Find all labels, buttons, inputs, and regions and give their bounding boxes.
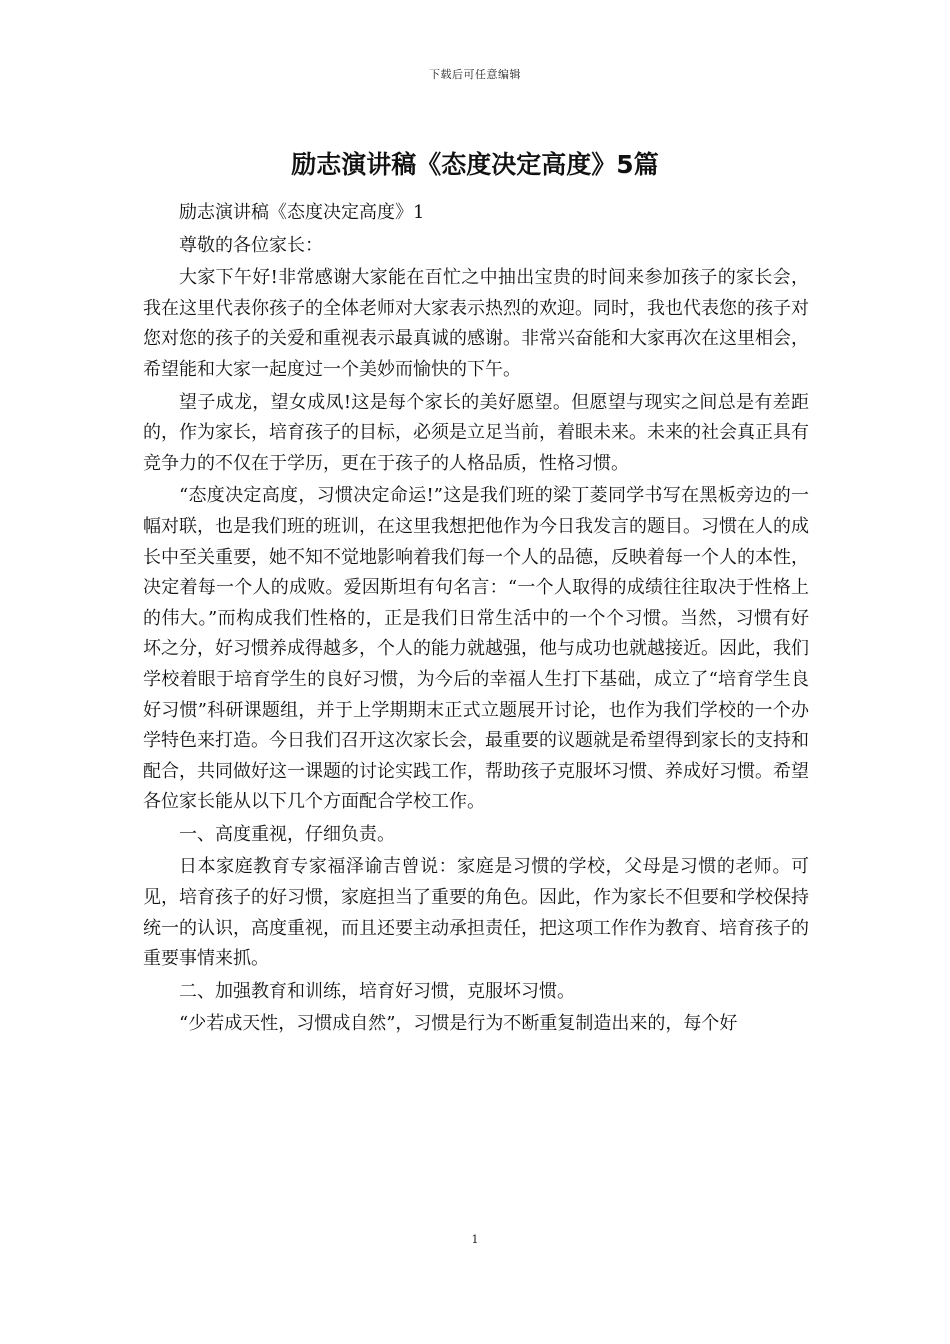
paragraph-subtitle: 励志演讲稿《态度决定高度》1 [179,202,425,223]
document-body [143,198,809,1042]
paragraph: 望子成龙，望女成凤!这是每个家长的美好愿望。但愿望与现实之间总是有差距的，作为家长，培育孩子的目标，必须是立足当前，着眼未来。未来的社会真正具有竞争力的不仅在于学历，更在于孩子的人格品质，性格习惯。 [143,391,809,474]
paragraph: “少若成天性，习惯成自然”，习惯是行为不断重复制造出来的，每个好 [179,1013,738,1035]
page-number: 1 [471,1233,479,1246]
paragraph: “态度决定高度，习惯决定命运!”这是我们班的梁丁菱同学书写在黑板旁边的一幅对联，也是我们班的班训，在这里我想把他作为今日我发言的题目。习惯在人的成长中至关重要，她不知不觉地影响着我们每一个人的品德，反映着每一个人的本性，决定着每一个人的成败。爱因斯坦有句名言：“一个人取得的成绩往往取决于性格上的伟大。”而构成我们性格的，正是我们日常生活中的一个个习惯。当然，习惯有好坏之分，好习惯养成得越多，个人的能力就越强，他与成功也就越接近。因此，我们学校着眼于培育学生的良好习惯，为今后的幸福人生打下基础，成立了“培育学生良好习惯”科研课题组，并于上学期期末正式立题展开讨论，也作为我们学校的一个办学特色来打造。今日我们召开这次家长会，最重要的议题就是希望得到家长的支持和配合，共同做好这一课题的讨论实践工作，帮助孩子克服坏习惯、养成好习惯。希望各位家长能从以下几个方面配合学校工作。 [143,485,809,813]
paragraph: 日本家庭教育专家福泽谕吉曾说：家庭是习惯的学校，父母是习惯的老师。可见，培育孩子的好习惯，家庭担当了重要的角色。因此，作为家长不但要和学校保持统一的认识，高度重视，而且还要主动承担责任，把这项工作作为教育、培育孩子的重要事情来抓。 [143,856,809,970]
header-note: 下载后可任意编辑 [429,68,521,81]
paragraph: 大家下午好!非常感谢大家能在百忙之中抽出宝贵的时间来参加孩子的家长会，我在这里代表你孩子的全体老师对大家表示热烈的欢迎。同时，我也代表您的孩子对您对您的孩子的关爱和重视表示最真诚的感谢。非常兴奋能和大家再次在这里相会，希望能和大家一起度过一个美妙而愉快的下午。 [143,267,809,380]
paragraph-salutation: 尊敬的各位家长： [179,234,323,256]
document-title: 励志演讲稿《态度决定高度》5篇 [291,150,659,179]
section-heading: 一、高度重视，仔细负责。 [179,823,395,845]
section-heading: 二、加强教育和训练，培育好习惯，克服坏习惯。 [179,980,575,1002]
